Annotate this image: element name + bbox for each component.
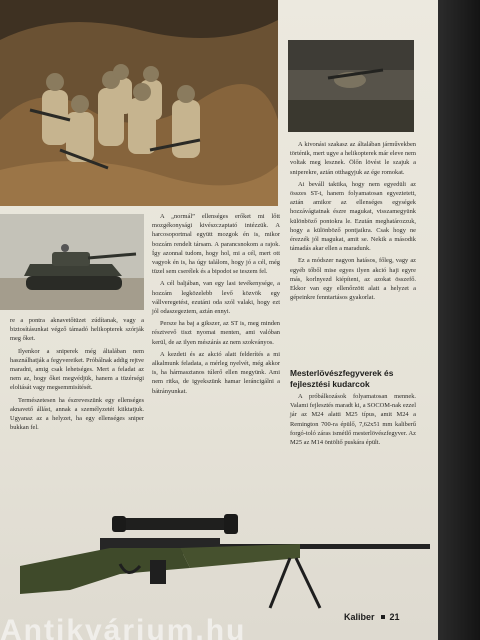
paragraph: Persze ha baj a gikszer, az ST is, meg minden résztvevő tiszt nyomai menten, ami valóban kerül, de az ilyen mészárás az nem szokványos.	[152, 320, 280, 346]
paragraph: A kivonási szakasz az általában járművekben történik, mert ugye a helikopterek már eleve nem voltak meg lesznek. Ölőn lövést le szajuk a sniperekre, aztán otthagyjuk az ége romokat.	[290, 141, 416, 176]
paragraph: Ai beváll taktika, hogy nem egyedüli az összes ST-t, hanem folyamatosan egyeztetett, aztán amikor az ellenséges egységek hozzávágtatnak észre magukat, visszamegyünk különböző pontokra le. Ezután meghatározzuk, hogy a különböző pontjaikra. Csak hogy ne érezzék jól magukat, amit se. Nekik a második támadás akar ellen a maradunk.	[290, 180, 416, 253]
binding-edge	[438, 0, 480, 640]
paragraph: Ilyenkor a sniperek még általában nem használhatják a fegyvereiket. Próbálnak addig rejtve maradni, amig csak lehetséges. Mert a feladat az nem az, hogy őket megvédjük, hanem a tüzérségi eloltását vagy megsemmisítését.	[10, 347, 144, 392]
sniper-illustration	[288, 40, 414, 132]
soldiers-illustration	[0, 0, 278, 206]
paragraph: Természetesen ha észreveszünk egy ellenséges aknavető állást, annak a személyzetét kiiktatjuk. Ugyanaz az a helyzet, ha egy ellenséges sniper bukkan fel.	[10, 396, 144, 432]
article-column-middle	[152, 212, 280, 399]
paragraph: re a pontra aknavetőtüzet zúdítanak, vagy a biztosításunkat végző támadó helikopterek szórják meg őket.	[10, 317, 144, 343]
paragraph: A próbálkozások folyamatosan mennek. Valami fejlesztés maradt ki, a SOCOM-nak ezzel jár az M24 alatti M25 típus, amit M24 a Remington 700-ra épülő, 7,62x51 mm kaliberű forgó-toló záras ismétlő mesterlövészfegyver. Az M25 az M14 öntöltő puskára épült.	[290, 393, 416, 447]
article-column-right	[290, 140, 416, 305]
page-number: 21	[389, 612, 400, 622]
paragraph: A cél baljában, van egy lasi tevékenysége, a hozzám legközelebb levő közvök egy vállveregetést, ezutáni oda szól valaki, hogy ezt jól odaszegeztem, aztán ennyi.	[152, 280, 280, 316]
article-column-right-lower	[290, 392, 416, 450]
rifle-illustration	[0, 504, 444, 620]
rifle-icon	[0, 504, 444, 620]
sniper-photo	[288, 40, 414, 132]
article-column-left	[10, 316, 144, 435]
watermark: Antikvárium.hu	[0, 614, 247, 640]
paragraph: A „normál” ellenséges erőket mi lőtt mozgékonysági kivészczaptató intézzük. A harcosoportmal együtt mozgok én is, mikor bozzám rendelt társam. A parancsnokom a rajok. Így azonnal tudom, hogy hol, mi a cél, mert ott vagyok én is, ha úgy találom, hogy jó a cél, még tüzel sem cserélek és a bipodot se teszem fel.	[152, 213, 280, 276]
soldiers-group-photo	[0, 0, 278, 206]
paragraph: A kezdeti és az akció alatt felderítés a mi alkalmunk feladata, a mérleg nyelvét, még akkor is, ha hármasztanos túlerő ellen megyünk. Ami nem ritka, de igyekszünk hamar leráncigálni a bátrányunkat.	[152, 350, 280, 395]
tank-illustration	[0, 214, 144, 310]
paragraph: Ez a módszer nagyon hatásos, főleg, vagy az egyéb tőből mise egyes ilyen akció haji egyre más, korlnyezd kiépíteni, az azokat összefő. Ekkor van egy ellenőrzött alatt a helyzet a gépeinkre fenntartásos gyakorlat.	[290, 257, 416, 302]
section-heading: Mesterlövészfegyverek és fejlesztési kudarcok	[290, 368, 394, 389]
magazine-name: Kaliber	[344, 612, 375, 622]
page-footer	[344, 612, 400, 622]
separator-dot-icon	[381, 615, 385, 619]
tank-photo	[0, 214, 144, 310]
